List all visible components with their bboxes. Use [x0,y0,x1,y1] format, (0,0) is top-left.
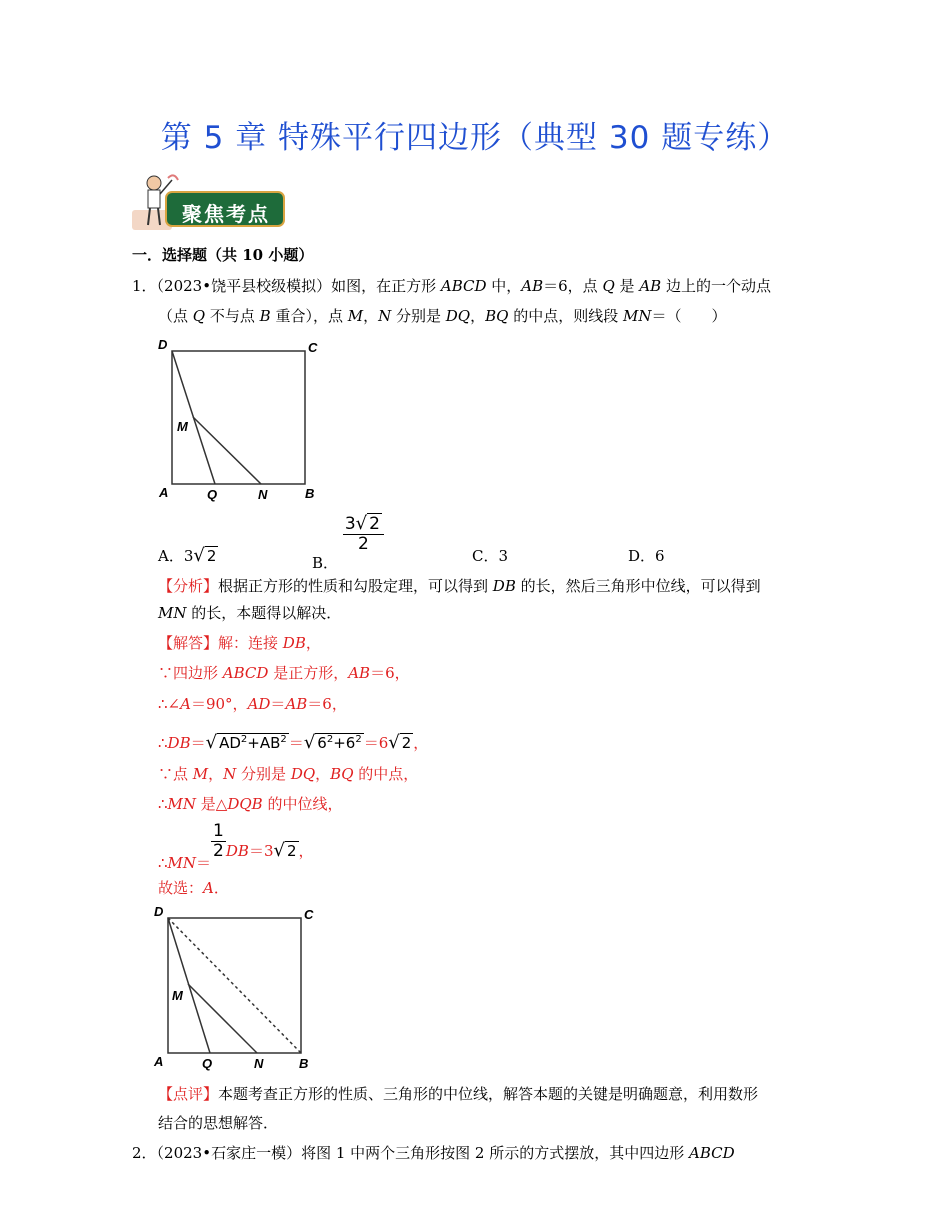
option-c-label: C． [472,547,499,565]
option-b-fraction: $\frac{3√ 2}{2}$ [343,515,384,553]
solution-text: ， [315,765,331,783]
option-b-num-coef: 3 [344,514,356,534]
solution-step5 [158,763,418,785]
option-b-label: B． [312,554,339,572]
q1-text: 的中点，则线段 [508,307,623,325]
label-c: C [308,340,318,355]
q1-var: B [259,307,271,325]
solution-text: ， [208,765,224,783]
comment-line2: 结合的思想解答． [158,1114,279,1132]
solution-step6 [158,793,342,815]
page-title: 第 5 章 特殊平行四边形（典型 30 题专练） [160,120,790,156]
label-m: M [172,988,183,1003]
q1-stem-line2 [158,305,726,327]
solution-step8 [158,877,229,899]
solution-text: ＝90°， [190,695,248,713]
q1-text: ＝6，点 [543,277,603,295]
option-d-label: D． [628,547,656,565]
solution-var: AB [348,664,371,682]
solution-text: ∵四边形 [158,664,223,682]
solution-text: ∴ [158,853,168,872]
solution-var: AD [247,695,271,713]
segment-mn [188,984,257,1053]
solution-var: BQ [330,765,354,783]
label-n: N [258,487,268,502]
label-a: A [154,1054,164,1069]
analysis-text: 的长，然后三角形中位线，可以得到 [515,577,761,595]
diagonal-db [168,918,301,1053]
option-d[interactable] [628,545,665,566]
radicand-text: 2 [401,734,412,752]
solution-var: AB [285,695,308,713]
solution-text: ＝6， [307,695,347,713]
q1-text: 分别是 [391,307,446,325]
section-heading: 一．选择题（共 10 小题） [132,246,314,264]
q1-text: ， [363,307,379,325]
radicand-text: +6 [333,734,356,752]
q1-text: （点 [158,307,193,325]
radicand-text: 2 [286,841,297,860]
solution-step2 [158,662,410,684]
q1-source: （2023•饶平县校级模拟） [156,277,332,295]
q1-var: DQ [445,307,471,325]
fraction-den: 2 [213,841,224,861]
solution-var: DB [167,734,191,752]
solution-var: A [180,695,191,713]
exponent: 2 [280,734,287,745]
comment-tag: 【点评】 [158,1085,219,1103]
analysis-text: 根据正方形的性质和勾股定理，可以得到 [218,577,493,595]
solution-text: ＝6， [370,664,410,682]
label-a: A [159,485,169,500]
solution-var: MN [167,853,197,872]
solution-step7: ∴MN＝ $\frac{1}{2}$ DB＝3√ 2 ， [158,821,314,872]
solution-step1 [158,632,321,654]
solution-text: ＝ [270,695,286,713]
q1-var: Q [602,277,615,295]
solution-var: DB [282,634,306,652]
solution-var: MN [167,795,197,813]
solution-var: M [192,765,209,783]
solution-text: ＝ [196,853,212,872]
segment-mn [193,417,261,484]
option-a-radicand: 2 [206,547,217,565]
analysis-var: MN [158,604,187,622]
label-n: N [254,1056,264,1071]
q1-stem-line1 [132,275,771,297]
radicand-text: +AB [247,734,281,752]
solution-text: ∴∠ [158,695,181,713]
q1-var: Q [192,307,206,325]
solution-text: ． [213,879,229,897]
label-q: Q [207,487,218,502]
radicand-text: AD [219,734,241,752]
option-c[interactable] [472,545,508,566]
option-a-coef: 3 [183,547,194,565]
solution-var: ABCD [222,664,269,682]
solution-step3 [158,693,347,715]
q2-var: ABCD [689,1144,735,1162]
q2-text: 将图 1 中两个三角形按图 2 所示的方式摆放，其中四边形 [301,1144,690,1162]
q1-var: AB [521,277,544,295]
analysis-text: 的长，本题得以解决． [186,604,342,622]
solution-var: N [223,765,237,783]
analysis-var: DB [492,577,516,595]
q1-var: AB [639,277,662,295]
q2-source: （2023•石家庄一模） [156,1144,302,1162]
solution-text: 是正方形， [268,664,349,682]
q1-text: 不与点 [205,307,260,325]
solution-text: ＝6 [363,734,389,752]
q1-text: 是 [614,277,640,295]
q1-var: N [378,307,392,325]
q1-solution-figure [150,902,330,1074]
option-b[interactable] [312,513,384,572]
q1-text: 如图，在正方形 [331,277,441,295]
label-b: B [299,1056,309,1071]
option-d-value: 6 [655,547,665,565]
q2-number: 2． [132,1144,157,1162]
solution-text: ＝ [190,734,206,752]
focus-badge [130,170,286,234]
solution-text: ∴ [158,795,168,813]
q1-figure [155,335,335,505]
option-b-num-radicand: 2 [369,514,380,534]
option-a-label: A． [158,547,184,565]
analysis-tag: 【分析】 [158,577,219,595]
solution-text: 的中位线， [262,795,343,813]
q1-text: ， [470,307,486,325]
label-q: Q [202,1056,213,1071]
solution-text: ， [298,841,314,860]
solution-text: ∵点 [158,765,193,783]
solution-text: 故选： [158,879,204,897]
exponent: 2 [355,734,362,745]
solution-text: ， [413,734,429,752]
label-m: M [177,419,188,434]
comment-text: 本题考查正方形的性质、三角形的中位线，解答本题的关键是明确题意，利用数形 [218,1085,759,1103]
q1-var: ABCD [440,277,487,295]
exponent: 2 [240,734,248,745]
solution-text: 解：连接 [218,634,283,652]
badge-label: 聚焦考点 [182,202,270,226]
radicand-text: 6 [317,734,327,752]
solution-text: 分别是 [236,765,291,783]
solution-var: DQB [227,795,263,813]
q1-text: 重合），点 [270,307,348,325]
label-d: D [158,337,168,352]
q1-text: 边上的一个动点 [661,277,771,295]
solution-text: ， [305,634,321,652]
q1-var: BQ [485,307,509,325]
solution-text: ＝ [288,734,304,752]
label-b: B [305,486,315,501]
option-c-value: 3 [498,547,509,565]
solution-tag: 【解答】 [158,634,219,652]
option-a[interactable]: A．3√ 2 [158,545,217,566]
solution-text: 的中点， [353,765,419,783]
comment-line1 [158,1083,758,1105]
q1-var: M [347,307,364,325]
square-abcd [172,351,305,484]
analysis-line2 [158,602,341,624]
label-c: C [304,907,314,922]
exponent: 2 [326,734,334,745]
half-fraction [211,823,226,860]
q1-text: ＝（ ） [651,307,727,325]
q1-text: 中， [486,277,522,295]
solution-var: DB [225,841,249,860]
analysis-line1 [158,575,761,597]
solution-text: ∴ [158,734,168,752]
solution-var: DQ [290,765,316,783]
q1-number: 1． [132,277,157,295]
label-d: D [154,904,164,919]
solution-text: ＝3 [248,841,274,860]
solution-step4: ∴DB＝√ $AD^2+AB^2$ ＝√ $6^2+6^2 =6√$ 2 ， [158,732,429,753]
solution-var: A [203,879,214,897]
fraction-num: 1 [213,821,224,841]
q1-var: MN [622,307,652,325]
option-b-den: 2 [357,534,369,554]
q2-stem [132,1142,735,1164]
solution-text: 是△ [196,795,228,813]
